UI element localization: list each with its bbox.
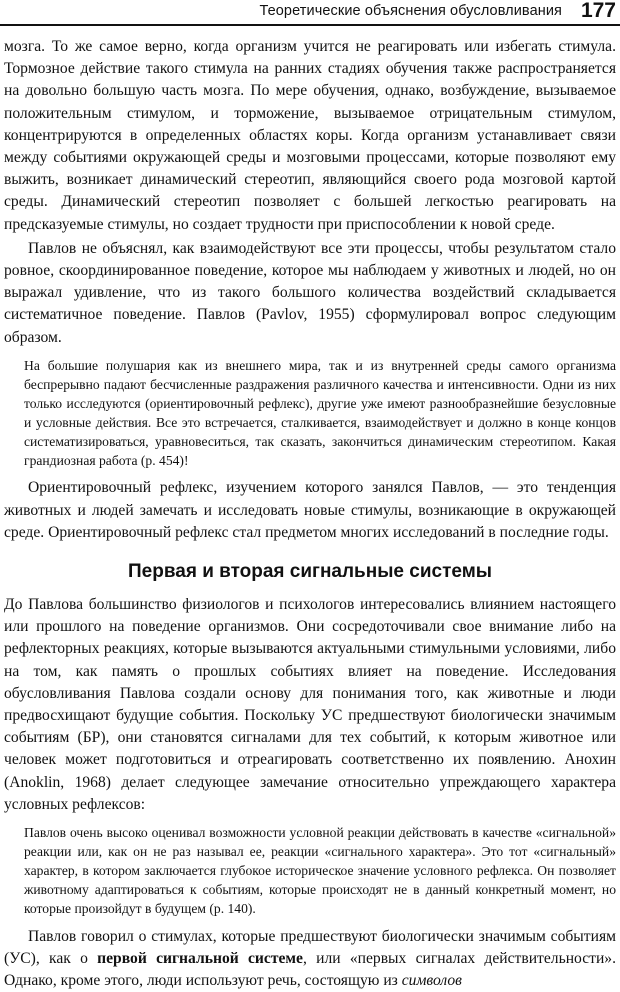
paragraph-2: Павлов не объяснял, как взаимодействуют все эти процессы, чтобы результатом стало ровное, скоординированное поведение, которое мы наблюдаем у животных и людей, но он выражал удивление, что из такого большого количества воздействий складывается систематичное поведение. Павлов (Pavlov, 1955) сформулировал вопрос следующим образом. — [4, 239, 616, 346]
header-rule — [0, 24, 620, 26]
section-heading: Первая и вторая сигнальные системы — [128, 561, 492, 583]
block-quote-2: Павлов очень высоко оценивал возможности условной реакции действовать в качестве «сигнальной» реакции или, как он не раз называл ее, реакции «сигнального характера». Это тот «сигнальный» характер, в котором заключается глубокое историческое значение условного рефлекса. Он позволяет животному адаптироваться к событиям, которые происходят не в данный конкретный момент, но которые произойдут в будущем (p. 140). — [24, 825, 616, 917]
running-title: Теоретические объяснения обусловливания — [259, 3, 562, 19]
paragraph-1: мозга. То же самое верно, когда организм учится не реагировать или избегать стимула. Тормозное действие такого стимула на ранних стадиях обучения также распространяется на довольно большую часть мозга. По мере обучения, однако, возбуждение, вызываемое положительным стимулом, и торможение, вызываемое отрицательным стимулом, концентрируются в определенных областях коры. Когда организм устанавливает связи между событиями окружающей среды и мозговыми процессами, которые позволяют ему выжить, возникает динамический стереотип, являющийся своего рода мозговой картой среды. Динамический стереотип позволяет с большей легкостью реагировать на предсказуемые стимулы, но создает трудности при приспособлении к новой среде. — [4, 38, 616, 233]
body-text — [4, 36, 616, 992]
block-quote-1: На большие полушария как из внешнего мира, так и из внутренней среды самого организма беспрерывно падают бесчисленные раздражения различного качества и интенсивности. Одни из них только исследуются (ориентировочный рефлекс), другие уже имеют разнообразнейшие безусловные и условные действия. Все это встречается, сталкивается, взаимодействует и должно в конце концов систематизироваться, уравновеситься, так сказать, закончиться динамическим стереотипом. Какая грандиозная работа (p. 454)! — [24, 357, 616, 469]
running-head — [0, 0, 620, 28]
term-symbols: символов — [401, 971, 462, 989]
paragraph-4: До Павлова большинство физиологов и психологов интересовались влиянием настоящего или прошлого на поведение организмов. Они сосредоточивали свое внимание либо на рефлекторных реакциях, которые вызываются актуальными стимульными условиями, либо на том, как память о прошлых событиях влияет на поведение. Исследования обусловливания Павлова создали основу для понимания того, как животные и люди предвосхищают будущие события. Поскольку УС предшествуют биологически значимым событиям (БР), они становятся сигналами для тех событий, к которым животное или человек может подготовиться и отреагировать соответственно их появлению. Анохин (Anoklin, 1968) делает следующее замечание относительно упреждающего характера условных рефлексов: — [4, 596, 616, 813]
paragraph-3: Ориентировочный рефлекс, изучением которого занялся Павлов, — это тенденция животных и людей замечать и исследовать новые стимулы, возникающие в окружающей среде. Ориентировочный рефлекс стал предметом многих исследований в последние годы. — [4, 479, 616, 541]
page-number: 177 — [580, 0, 616, 22]
term-first-signal-system: первой сигнальной системе — [97, 949, 303, 967]
paragraph-5-start: Павлов говорил о стимулах, которые предшествуют биологически значимым событиям (УС), как о — [4, 927, 616, 967]
paragraph-5-middle: , или «первых сигналах действительности». Однако, кроме этого, люди используют речь, состоящую из — [4, 949, 616, 989]
paragraph-5 — [4, 926, 616, 992]
